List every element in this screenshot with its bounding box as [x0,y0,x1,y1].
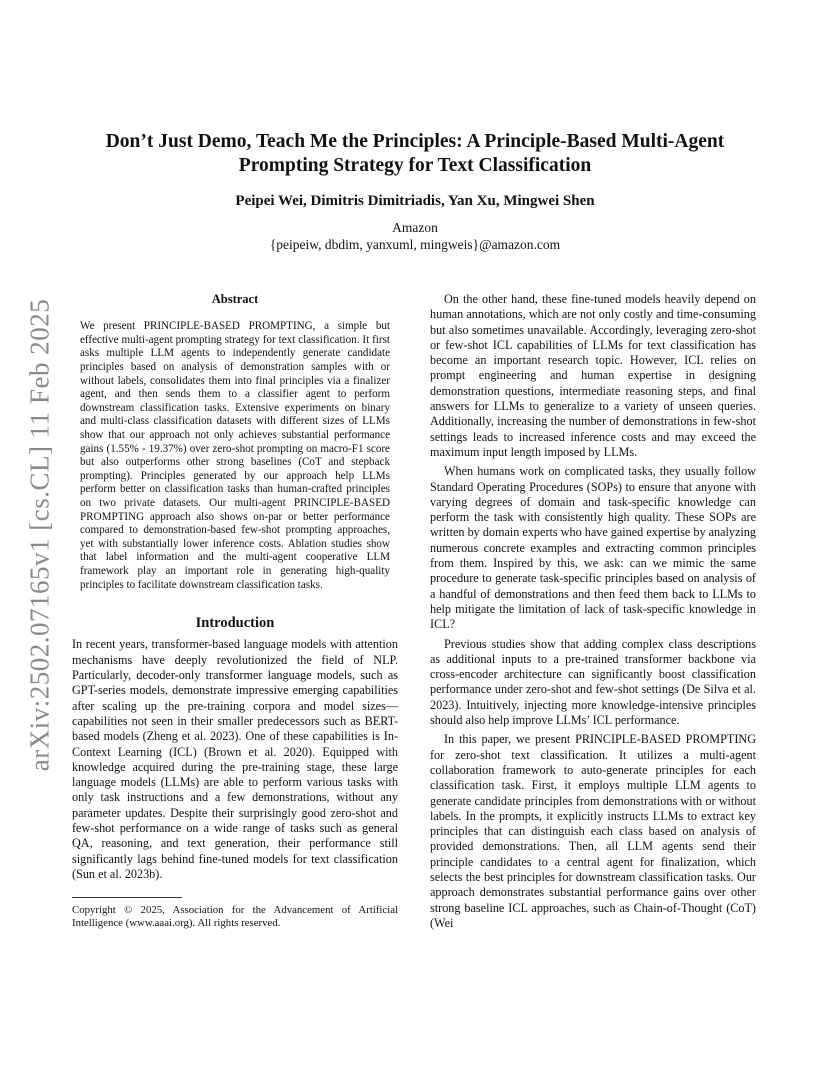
footnote-rule [72,897,182,898]
affiliation: Amazon [392,220,438,235]
body-paragraph: When humans work on complicated tasks, they usually follow Standard Operating Procedures (SOPs) to ensure that anyone with varying degrees of domain and task-specific knowledge can perform the task with consistently high quality. These SOPs are written by domain experts who have gained expertise by analyzing numerous concrete examples and extracting common principles from them. Inspired by this, we ask: can we mimic the same procedure to generate task-specific principles based on analysis of a handful of demonstrations and then feed them back to LLMs to help mitigate the limitation of lack of task-specific knowledge in ICL? [430,464,756,632]
body-paragraph: In this paper, we present PRINCIPLE-BASED PROMPTING for zero-shot text classification. It utilizes a multi-agent collaboration framework to auto-generate principles for each classification task. First, it employs multiple LLM agents to generate candidate principles from demonstrations with or without labels. In the prompts, it explicitly instructs LLMs to extract key principles that can distinguish each class based on analysis of provided demonstrations. Then, all LLM agents send their principle candidates to a central agent for finalization, which selects the best principles for downstream classification tasks. Our approach demonstrates substantial performance gains over other strong baseline ICL approaches, such as Chain-of-Thought (CoT) (Wei [430,732,756,930]
body-paragraph: Previous studies show that adding complex class descriptions as additional inputs to a pre-trained transformer backbone via cross-encoder architecture can significantly boost classification performance under zero-shot and few-shot settings (De Silva et al. 2023). Intuitively, injecting more knowledge-intensive principles should also help improve LLMs’ ICL performance. [430,636,756,728]
copyright-footnote [72,897,398,930]
paper-title [70,130,760,178]
left-column [72,292,398,882]
author-list: Peipei Wei, Dimitris Dimitriadis, Yan Xu, Mingwei Shen [235,193,595,209]
body-paragraph: In recent years, transformer-based language models with attention mechanisms have deeply revolutionized the field of NLP. Particularly, decoder-only transformer language models, such as GPT-series models, demonstrate impressive emerging capabilities after scaling up the pre-training corpora and model sizes—capabilities not seen in their smaller predecessors such as BERT-based models (Zheng et al. 2023). One of these capabilities is In-Context Learning (ICL) (Brown et al. 2020). Equipped with knowledge acquired during the pre-training stage, these large language models (LLMs) are able to perform various tasks with only task instructions and a few demonstrations, without any parameter updates. Despite their surprisingly good zero-shot and few-shot performance on a wide range of tasks such as general QA, reasoning, and text generation, their performance still significantly lags behind fine-tuned models for text classification (Sun et al. 2023b). [72,637,398,881]
arxiv-identifier [20,290,60,780]
paper-title-line: Prompting Strategy for Text Classification [238,155,592,176]
introduction-heading: Introduction [195,615,275,632]
paper-title-line: Don’t Just Demo, Teach Me the Principles: A Principle-Based Multi-Agent [105,131,725,152]
arxiv-identifier-text: arXiv:2502.07165v1 [cs.CL] 11 Feb 2025 [24,298,55,772]
body-paragraph: On the other hand, these fine-tuned models heavily depend on human annotations, which are not only costly and time-consuming but also sometimes unavailable. Accordingly, leveraging zero-shot or few-shot ICL capabilities of LLMs for text classification has become an important research topic. However, ICL relies on prompt engineering and human expertise in designing demonstration questions, intermediate reasoning steps, and final answers for LLMs to generalize to a variety of unseen queries. Additionally, increasing the number of demonstrations in few-shot settings leads to increased inference costs and may exceed the maximum input length imposed by LLMs. [430,292,756,459]
right-column [430,292,756,931]
copyright-text: Copyright © 2025, Association for the Advancement of Artificial Intelligence (www.aaai.org). All rights reserved. [72,904,398,929]
author-emails: {peipeiw, dbdim, yanxuml, mingweis}@amazon.com [269,237,561,252]
abstract-text: We present PRINCIPLE-BASED PROMPTING, a simple but effective multi-agent prompting strategy for text classification. It first asks multiple LLM agents to independently generate candidate principles based on analysis of demonstration samples with or without labels, consolidates them into final principles via a finalizer agent, and then sends them to a classifier agent to perform downstream classification tasks. Extensive experiments on binary and multi-class classification datasets with different sizes of LLMs show that our approach not only achieves substantial performance gains (1.55% - 19.37%) over zero-shot prompting on macro-F1 score but also outperforms other strong baselines (CoT and stepback prompting). Principles generated by our approach help LLMs perform better on classification tasks than human-crafted principles on two private datasets. Our multi-agent PRINCIPLE-BASED PROMPTING approach also shows on-par or better performance compared to demonstration-based few-shot prompting approaches, yet with substantially lower inference costs. Ablation studies show that label information and the multi-agent cooperative LLM framework play an important role in generating high-quality principles to facilitate downstream classification tasks. [80,320,390,591]
affiliation-block [70,219,760,253]
abstract-heading: Abstract [211,292,259,306]
